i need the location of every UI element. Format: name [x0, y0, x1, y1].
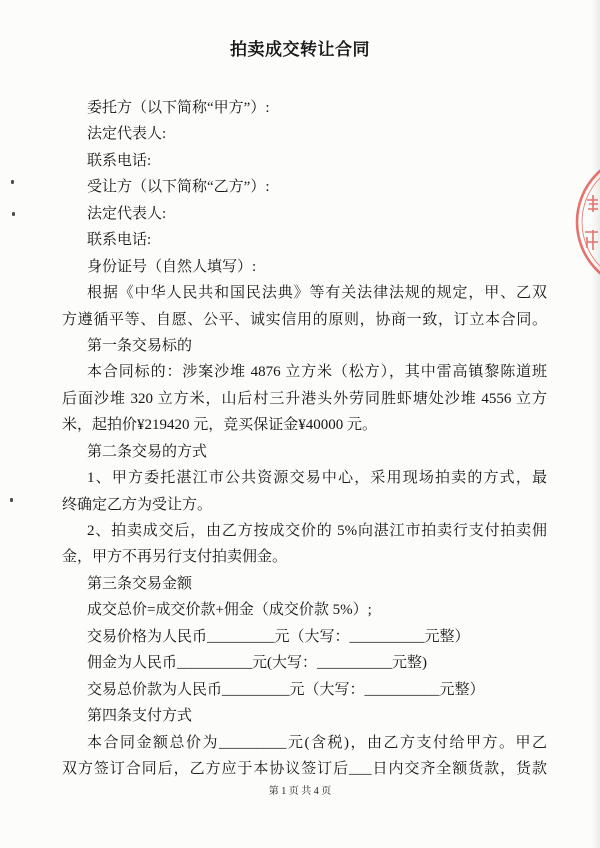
- article-line: 米，起拍价¥219420 元，竞买保证金¥40000 元。: [62, 417, 378, 434]
- article-1-subject-matter: [62, 333, 547, 439]
- party-b-label: 受让方（以下简称“乙方”）:: [87, 179, 270, 196]
- total-price-formula: 成交总价=成交价款+佣金（成交价款 5%）;: [87, 602, 372, 619]
- article-heading: 第一条交易标的: [87, 337, 193, 354]
- article-line: 金，甲方不再另行支付拍卖佣金。: [62, 549, 288, 566]
- preamble-section: [62, 280, 547, 333]
- article-2-transaction-method: [62, 439, 547, 571]
- party-a-representative-label: 法定代表人:: [87, 126, 167, 143]
- binding-hole-mark: [11, 180, 14, 184]
- contract-title: 拍卖成交转让合同: [230, 40, 370, 59]
- article-line: 终确定乙方为受让方。: [62, 496, 213, 513]
- article-heading: 第三条交易金额: [87, 575, 193, 592]
- id-number-label: 身份证号（自然人填写）:: [87, 258, 257, 275]
- seal-glyph-fragment: [587, 195, 598, 212]
- binding-hole-mark: [12, 212, 15, 216]
- preamble-line: 方遵循平等、自愿、公平、诚实信用的原则，协商一致，订立本合同。: [62, 311, 547, 328]
- page-number: 第 1 页 共 4 页: [268, 786, 332, 797]
- article-line: 本合同标的：涉案沙堆 4876 立方米（松方），其中雷高镇黎陈道班: [87, 364, 547, 381]
- transaction-price-blank: 交易价格为人民币_________元（大写：__________元整）: [87, 628, 470, 645]
- seal-glyph-fragment: [585, 230, 598, 250]
- article-line: 本合同金额总价为_________元(含税)，由乙方支付给甲方。甲乙: [87, 734, 547, 751]
- article-4-payment-method: [62, 703, 547, 782]
- article-line: 1、甲方委托湛江市公共资源交易中心，采用现场拍卖的方式，最: [87, 470, 547, 487]
- article-line: 后面沙堆 320 立方米，山后村三升港头外劳同胜虾塘处沙堆 4556 立方: [62, 390, 547, 407]
- party-b-representative-label: 法定代表人:: [87, 205, 167, 222]
- party-a-phone-label: 联系电话:: [87, 152, 152, 169]
- contract-body: [62, 95, 547, 782]
- red-seal-stamp: [560, 160, 600, 280]
- article-line: 2、拍卖成交后，由乙方按成交价的 5%向湛江市拍卖行支付拍卖佣: [87, 523, 547, 539]
- party-a-label: 委托方（以下简称“甲方”）:: [87, 100, 270, 116]
- article-heading: 第四条支付方式: [87, 708, 193, 725]
- article-heading: 第二条交易的方式: [87, 443, 208, 460]
- total-amount-blank: 交易总价款为人民币_________元（大写：__________元整）: [87, 681, 485, 698]
- scan-page-edge: [591, 0, 600, 848]
- article-line: 双方签订合同后，乙方应于本协议签订后___日内交齐全额货款，货款: [62, 760, 547, 777]
- parties-section: [62, 95, 547, 280]
- binding-hole-mark: [10, 498, 13, 502]
- preamble-line: 根据《中华人民共和国民法典》等有关法律法规的规定，甲、乙双: [87, 285, 547, 302]
- article-3-transaction-amount: [62, 571, 547, 703]
- party-b-phone-label: 联系电话:: [87, 232, 152, 249]
- commission-blank: 佣金为人民币__________元(大写：__________元整): [87, 655, 427, 672]
